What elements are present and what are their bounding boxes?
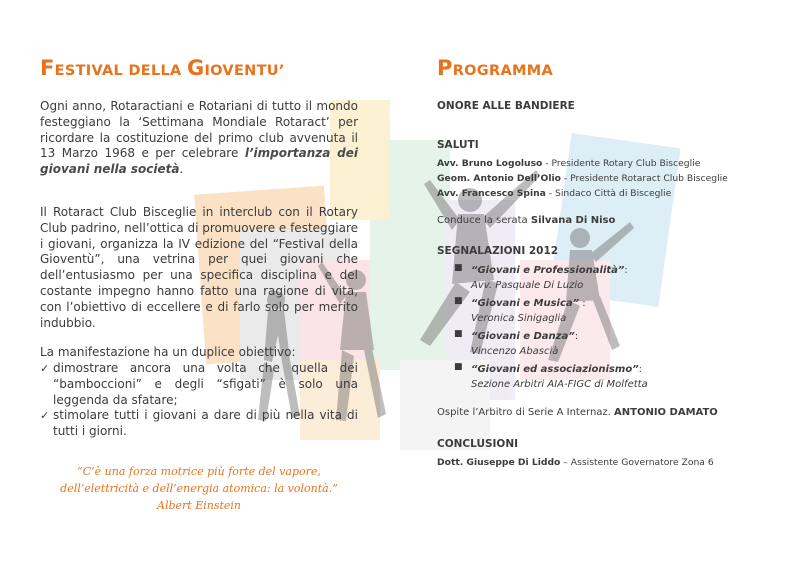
square-bullet-icon: ■: [454, 263, 463, 273]
saluti-item: Avv. Francesco Spina - Sindaco Città di Bisceglie: [437, 188, 672, 199]
conclusioni-heading: CONCLUSIONI: [437, 438, 519, 450]
einstein-quote: “C’è una forza motrice più forte del vapore, dell’elettricità e dell’energia atomica: la volontà.” Albert Einstein: [40, 463, 358, 514]
segnalazioni-list: [437, 263, 767, 395]
programma-title: PROGRAMMA: [437, 56, 553, 80]
square-bullet-icon: ■: [454, 329, 463, 339]
saluti-heading: SALUTI: [437, 139, 479, 151]
conduce-line: Conduce la serata Silvana Di Niso: [437, 215, 616, 226]
square-bullet-icon: ■: [454, 362, 463, 372]
quote-author: Albert Einstein: [157, 499, 241, 512]
ospite-line: Ospite l’Arbitro di Serie A Internaz. ANTONIO DAMATO: [437, 407, 718, 418]
checkmark-icon: ✓: [40, 362, 50, 375]
list-item: ✓ dimostrare ancora una volta che quella dei “bamboccioni” e degli “sfigati” è solo una leggenda da sfatare;: [40, 361, 358, 407]
rotaract-paragraph: Il Rotaract Club Bisceglie in interclub con il Rotary Club padrino, nell’ottica di promuovere e festeggiare i giovani, organizza la IV edizione del “Festival della Gioventù”, una vetrina per quei giovani che dell’entusiasmo per una specifica disciplina e del costante impegno hanno fatto una ragione di vita, con l’obiettivo di eccellere e di farlo solo per merito indubbio.: [40, 205, 359, 330]
onore-heading: ONORE ALLE BANDIERE: [437, 100, 575, 112]
objectives-list: [40, 361, 358, 440]
list-item: ■ “Giovani e Professionalità”: Avv. Pasquale Di Luzio: [454, 263, 628, 291]
emphasis-text: l’importanza dei giovani nella società: [40, 146, 358, 177]
saluti-item: Avv. Bruno Logoluso - Presidente Rotary Club Bisceglie: [437, 158, 701, 169]
segnalazioni-heading: SEGNALAZIONI 2012: [437, 245, 559, 257]
list-item: ■ “Giovani ed associazionismo”: Sezione Arbitri AIA-FIGC di Molfetta: [454, 362, 648, 390]
festival-title: FESTIVAL DELLA GIOVENTU’: [40, 56, 285, 80]
conclusioni-line: Dott. Giuseppe Di Liddo – Assistente Governatore Zona 6: [437, 457, 714, 468]
list-item: ■ “Giovani e Danza”: Vincenzo Abascià: [454, 329, 579, 357]
list-item: ■ “Giovani e Musica” : Veronica Sinigaglia: [454, 296, 586, 324]
intro-paragraph: Ogni anno, Rotaractiani e Rotariani di tutto il mondo festeggiano la ‘Settimana Mondiale Rotaract’ per ricordare la costituzione del primo club avvenuta il 13 Marzo 1968 e per celebrare l’importanza dei giovani nella società.: [40, 99, 358, 177]
objective-intro: La manifestazione ha un duplice obiettivo:: [40, 345, 296, 359]
list-item: ✓ stimolare tutti i giovani a dare di più nella vita di tutti i giorni.: [40, 408, 358, 439]
square-bullet-icon: ■: [454, 296, 463, 306]
saluti-item: Geom. Antonio Dell’Olio - Presidente Rotaract Club Bisceglie: [437, 173, 728, 184]
checkmark-icon: ✓: [40, 409, 50, 423]
